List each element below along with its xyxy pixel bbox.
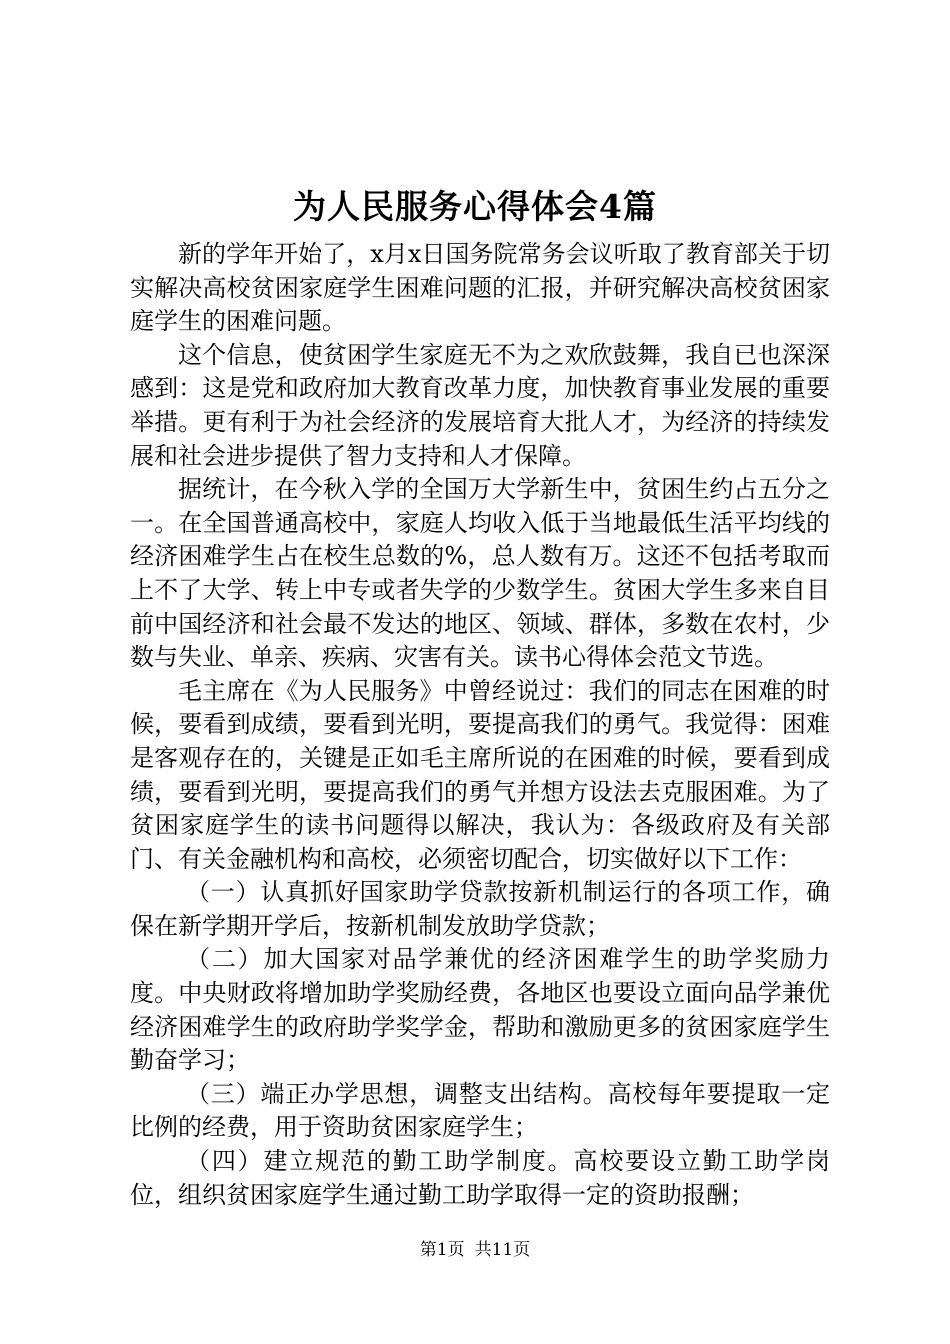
list-paragraph: （三）端正办学思想，调整支出结构。高校每年要提取一定比例的经费，用于资助贫困家庭学生； (130, 1079, 830, 1142)
paragraph: 这个信息，使贫困学生家庭无不为之欢欣鼓舞，我自已也深深感到：这是党和政府加大教育改革力度，加快教育事业发展的重要举措。更有利于为社会经济的发展培育大批人才，为经济的持续发展和社会进步提供了智力支持和人才保障。 (130, 340, 830, 470)
page-number: 第1页 (419, 1240, 465, 1260)
list-paragraph: （一）认真抓好国家助学贷款按新机制运行的各项工作，确保在新学期开学后，按新机制发放助学贷款； (130, 878, 830, 940)
paragraph: 毛主席在《为人民服务》中曾经说过：我们的同志在困难的时候，要看到成绩，要看到光明，要提高我们的勇气。我觉得：困难是客观存在的，关键是正如毛主席所说的在困难的时候，要看到成绩，要看到光明，要提高我们的勇气并想方设法去克服困难。为了贫困家庭学生的读书问题得以解决，我认为：各级政府及有关部门、有关金融机构和高校，必须密切配合，切实做好以下工作： (130, 676, 830, 873)
document-body (130, 238, 830, 1212)
paragraph: 新的学年开始了，x月x日国务院常务会议听取了教育部关于切实解决高校贫困家庭学生困难问题的汇报，并研究解决高校贫困家庭学生的困难问题。 (130, 240, 830, 336)
page-total: 共11页 (474, 1240, 531, 1260)
paragraph: 据统计，在今秋入学的全国万大学新生中，贫困生约占五分之一。在全国普通高校中，家庭人均收入低于当地最低生活平均线的经济困难学生占在校生总数的%，总人数有万。这还不包括考取而上不了大学、转上中专或者失学的少数学生。贫困大学生多来自目前中国经济和社会最不发达的地区、领域、群体，多数在农村，少数与失业、单亲、疾病、灾害有关。读书心得体会范文节选。 (130, 475, 830, 672)
document-title: 为人民服务心得体会4篇 (293, 187, 657, 226)
page-footer (0, 1238, 950, 1262)
list-paragraph: （二）加大国家对品学兼优的经济困难学生的助学奖励力度。中央财政将增加助学奖励经费，各地区也要设立面向品学兼优经济困难学生的政府助学奖学金，帮助和激励更多的贫困家庭学生勤奋学习； (130, 945, 830, 1075)
list-paragraph: （四）建立规范的勤工助学制度。高校要设立勤工助学岗位，组织贫困家庭学生通过勤工助学取得一定的资助报酬； (130, 1147, 830, 1209)
